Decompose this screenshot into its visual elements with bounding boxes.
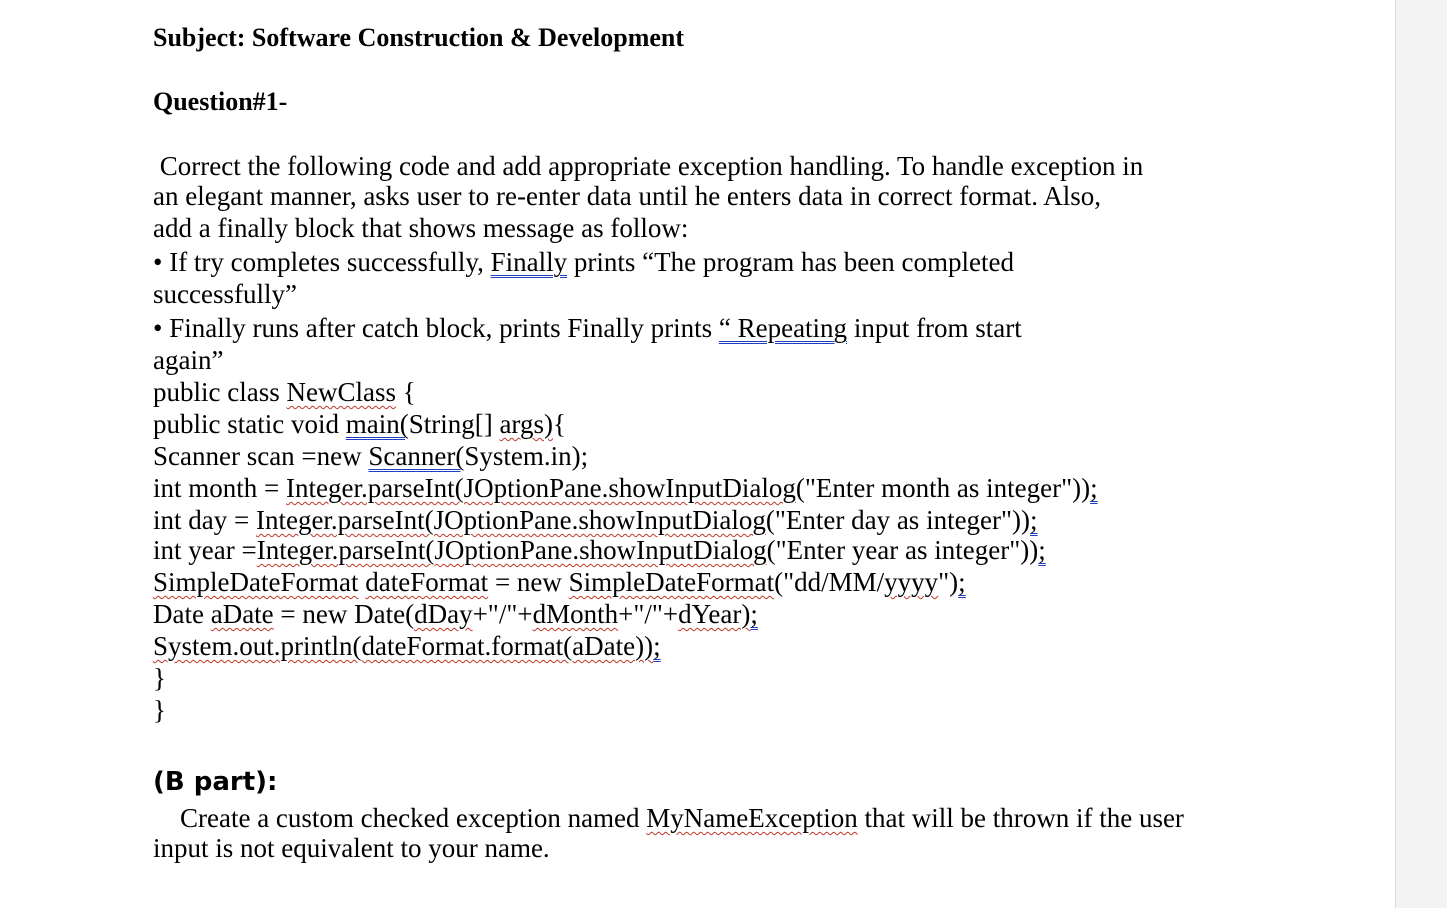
instruction-line-1: Correct the following code and add appropriate exception handling. To handle exception in xyxy=(153,151,1144,181)
code-line-7: SimpleDateFormat dateFormat = new SimpleDateFormat("dd/MM/yyyy"); xyxy=(153,567,966,597)
bullet-item-1-continued: successfully” xyxy=(153,279,297,309)
instruction-line-3: add a finally block that shows message as follow: xyxy=(153,213,689,243)
subject-heading: Subject: Software Construction & Development xyxy=(153,23,685,52)
bullet-item-2: • Finally runs after catch block, prints Finally prints “ Repeating input from start xyxy=(153,313,1022,343)
code-line-5: int day = Integer.parseInt(JOptionPane.showInputDialog("Enter day as integer")); xyxy=(153,505,1038,535)
bullet-marker: • xyxy=(153,313,163,343)
part-b-heading: (B part): xyxy=(153,767,278,797)
code-line-3: Scanner scan =new Scanner(System.in); xyxy=(153,441,589,471)
question-heading: Question#1- xyxy=(153,87,288,116)
vertical-scrollbar[interactable] xyxy=(1395,0,1447,908)
code-line-2: public static void main(String[] args){ xyxy=(153,409,566,439)
instruction-line-2: an elegant manner, asks user to re-enter data until he enters data in correct format. Also, xyxy=(153,181,1102,211)
bullet-item-2-continued: again” xyxy=(153,345,224,375)
code-line-11: } xyxy=(153,695,166,725)
part-b-line-2: input is not equivalent to your name. xyxy=(153,833,550,863)
code-line-8: Date aDate = new Date(dDay+"/"+dMonth+"/"+dYear); xyxy=(153,599,758,629)
part-b-line-1: Create a custom checked exception named MyNameException that will be thrown if the user xyxy=(153,803,1184,833)
code-line-1: public class NewClass { xyxy=(153,377,416,407)
code-line-4: int month = Integer.parseInt(JOptionPane.showInputDialog("Enter month as integer")); xyxy=(153,473,1098,503)
code-line-6: int year =Integer.parseInt(JOptionPane.showInputDialog("Enter year as integer")); xyxy=(153,535,1046,565)
code-line-10: } xyxy=(153,663,166,693)
bullet-marker: • xyxy=(153,247,163,277)
code-line-9: System.out.println(dateFormat.format(aDate)); xyxy=(153,631,661,661)
bullet-item-1: • If try completes successfully, Finally prints “The program has been completed xyxy=(153,247,1014,277)
